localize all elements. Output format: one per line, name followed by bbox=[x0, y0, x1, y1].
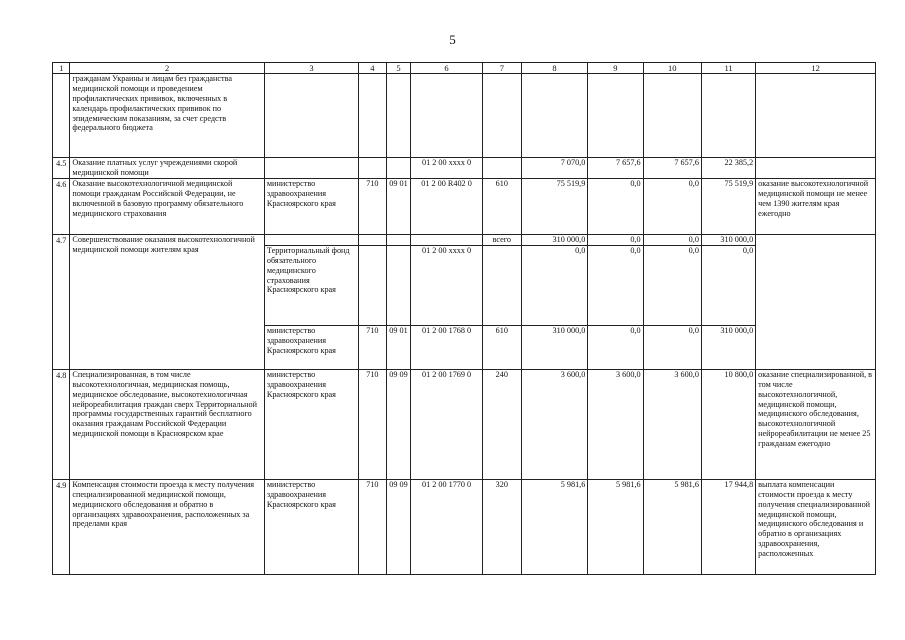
value-year2: 0,0 bbox=[588, 326, 643, 370]
value-year1: 5 981,6 bbox=[521, 480, 588, 575]
program-table bbox=[52, 62, 876, 575]
organization: министерство здравоохранения Красноярского края bbox=[264, 326, 358, 370]
header-cell: 12 bbox=[756, 63, 876, 74]
value-year2 bbox=[588, 74, 643, 158]
value-total: 22 385,2 bbox=[701, 158, 755, 179]
header-cell: 3 bbox=[264, 63, 358, 74]
code-gv bbox=[359, 246, 387, 326]
header-cell: 1 bbox=[53, 63, 70, 74]
organization: министерство здравоохранения Красноярского края bbox=[264, 480, 358, 575]
table-row bbox=[53, 480, 876, 575]
code-csr: 01 2 00 1770 0 bbox=[411, 480, 483, 575]
header-cell: 11 bbox=[701, 63, 755, 74]
code-rz bbox=[386, 158, 411, 179]
measure-name: Оказание высокотехнологичной медицинской помощи гражданам Российской Федерации, не включенной в базовую программу обязательного медицинского страхования bbox=[70, 179, 264, 235]
value-year1 bbox=[521, 74, 588, 158]
measure-name: Совершенствование оказания высокотехнологичной медицинской помощи жителям края bbox=[70, 235, 264, 370]
value-year1: 310 000,0 bbox=[521, 235, 588, 246]
code-gv bbox=[359, 158, 387, 179]
table-row-total bbox=[53, 235, 876, 246]
code-csr: 01 2 00 R402 0 bbox=[411, 179, 483, 235]
value-year1: 310 000,0 bbox=[521, 326, 588, 370]
row-number: 4.7 bbox=[53, 235, 70, 370]
code-gv: 710 bbox=[359, 370, 387, 480]
code-gv: 710 bbox=[359, 326, 387, 370]
code-rz: 09 01 bbox=[386, 326, 411, 370]
expected-result: выплата компенсации стоимости проезда к месту получения специализированной медицинской помощи, медицинского обследования и обратно в организациях здравоохранения, расположенных bbox=[756, 480, 876, 575]
code-csr: 01 2 00 1769 0 bbox=[411, 370, 483, 480]
value-year3: 5 981,6 bbox=[643, 480, 701, 575]
code-csr bbox=[411, 74, 483, 158]
row-number: 4.9 bbox=[53, 480, 70, 575]
code-csr: 01 2 00 xxxx 0 bbox=[411, 246, 483, 326]
code-vr bbox=[482, 74, 521, 158]
organization bbox=[264, 158, 358, 179]
expected-result: оказание специализированной, в том числе высокотехнологичной, медицинской помощи, медицинского обследования, высокотехнологичной нейрореабилитации не менее 25 гражданам ежегодно bbox=[756, 370, 876, 480]
code-vr: 240 bbox=[482, 370, 521, 480]
header-cell: 8 bbox=[521, 63, 588, 74]
table-row bbox=[53, 158, 876, 179]
code-gv bbox=[359, 74, 387, 158]
row-number: 4.5 bbox=[53, 158, 70, 179]
value-total: 75 519,9 bbox=[701, 179, 755, 235]
row-number bbox=[53, 74, 70, 158]
header-cell: 6 bbox=[411, 63, 483, 74]
code-rz bbox=[386, 74, 411, 158]
code-vr: 610 bbox=[482, 326, 521, 370]
page-number: 5 bbox=[449, 32, 456, 47]
value-year1: 3 600,0 bbox=[521, 370, 588, 480]
code-vr bbox=[482, 158, 521, 179]
value-year2: 7 657,6 bbox=[588, 158, 643, 179]
measure-name: Оказание платных услуг учреждениями скорой медицинской помощи bbox=[70, 158, 264, 179]
value-year3: 3 600,0 bbox=[643, 370, 701, 480]
header-row bbox=[53, 63, 876, 74]
code-rz bbox=[386, 246, 411, 326]
table-row bbox=[53, 179, 876, 235]
code-rz: 09 01 bbox=[386, 179, 411, 235]
expected-result bbox=[756, 235, 876, 370]
code-vr: 610 bbox=[482, 179, 521, 235]
row-number: 4.6 bbox=[53, 179, 70, 235]
header-cell: 2 bbox=[70, 63, 264, 74]
organization: министерство здравоохранения Красноярского края bbox=[264, 179, 358, 235]
measure-name: Компенсация стоимости проезда к месту получения специализированной медицинской помощи, медицинского обследования и обратно в организациях здравоохранения, расположенных за пределами края bbox=[70, 480, 264, 575]
row-number: 4.8 bbox=[53, 370, 70, 480]
measure-name: Специализированная, в том числе высокотехнологичная, медицинская помощь, медицинское обследование, высокотехнологичная нейрореабилитация граждан сверх Территориальной программы государственных гарантий бесплатного оказания гражданам Российской Федерации медицинской помощи в Красноярском крае bbox=[70, 370, 264, 480]
header-cell: 4 bbox=[359, 63, 387, 74]
header-cell: 7 bbox=[482, 63, 521, 74]
code-csr bbox=[411, 235, 483, 246]
organization bbox=[264, 74, 358, 158]
value-total: 310 000,0 bbox=[701, 326, 755, 370]
header-cell: 9 bbox=[588, 63, 643, 74]
header-cell: 5 bbox=[386, 63, 411, 74]
organization: Территориальный фонд обязательного медицинского страхования Красноярского края bbox=[264, 246, 358, 326]
code-csr: 01 2 00 xxxx 0 bbox=[411, 158, 483, 179]
value-year1: 75 519,9 bbox=[521, 179, 588, 235]
value-year3: 0,0 bbox=[643, 235, 701, 246]
value-year3: 7 657,6 bbox=[643, 158, 701, 179]
value-total: 0,0 bbox=[701, 246, 755, 326]
code-gv bbox=[359, 235, 387, 246]
code-csr: 01 2 00 1768 0 bbox=[411, 326, 483, 370]
expected-result: оказание высокотехнологичной медицинской помощи не менее чем 1390 жителям края ежегодно bbox=[756, 179, 876, 235]
value-year1: 0,0 bbox=[521, 246, 588, 326]
value-total: 310 000,0 bbox=[701, 235, 755, 246]
code-rz: 09 09 bbox=[386, 370, 411, 480]
value-year3: 0,0 bbox=[643, 179, 701, 235]
organization: министерство здравоохранения Красноярского края bbox=[264, 370, 358, 480]
measure-name: гражданам Украины и лицам без гражданства медицинской помощи и проведением профилактических прививок, включенных в календарь профилактических прививок по эпидемическим показаниям, за счет средств федерального бюджета bbox=[70, 74, 264, 158]
value-year3: 0,0 bbox=[643, 326, 701, 370]
value-year2: 0,0 bbox=[588, 246, 643, 326]
value-year2: 3 600,0 bbox=[588, 370, 643, 480]
value-year3 bbox=[643, 74, 701, 158]
header-cell: 10 bbox=[643, 63, 701, 74]
code-rz: 09 09 bbox=[386, 480, 411, 575]
value-year3: 0,0 bbox=[643, 246, 701, 326]
value-year2: 5 981,6 bbox=[588, 480, 643, 575]
value-total: 10 800,0 bbox=[701, 370, 755, 480]
code-vr: всего bbox=[482, 235, 521, 246]
value-year1: 7 070,0 bbox=[521, 158, 588, 179]
code-vr: 320 bbox=[482, 480, 521, 575]
table-row bbox=[53, 74, 876, 158]
code-gv: 710 bbox=[359, 179, 387, 235]
value-total: 17 944,8 bbox=[701, 480, 755, 575]
expected-result bbox=[756, 74, 876, 158]
code-gv: 710 bbox=[359, 480, 387, 575]
expected-result bbox=[756, 158, 876, 179]
code-vr bbox=[482, 246, 521, 326]
value-year2: 0,0 bbox=[588, 235, 643, 246]
value-year2: 0,0 bbox=[588, 179, 643, 235]
organization bbox=[264, 235, 358, 246]
value-total bbox=[701, 74, 755, 158]
code-rz bbox=[386, 235, 411, 246]
table-row bbox=[53, 370, 876, 480]
